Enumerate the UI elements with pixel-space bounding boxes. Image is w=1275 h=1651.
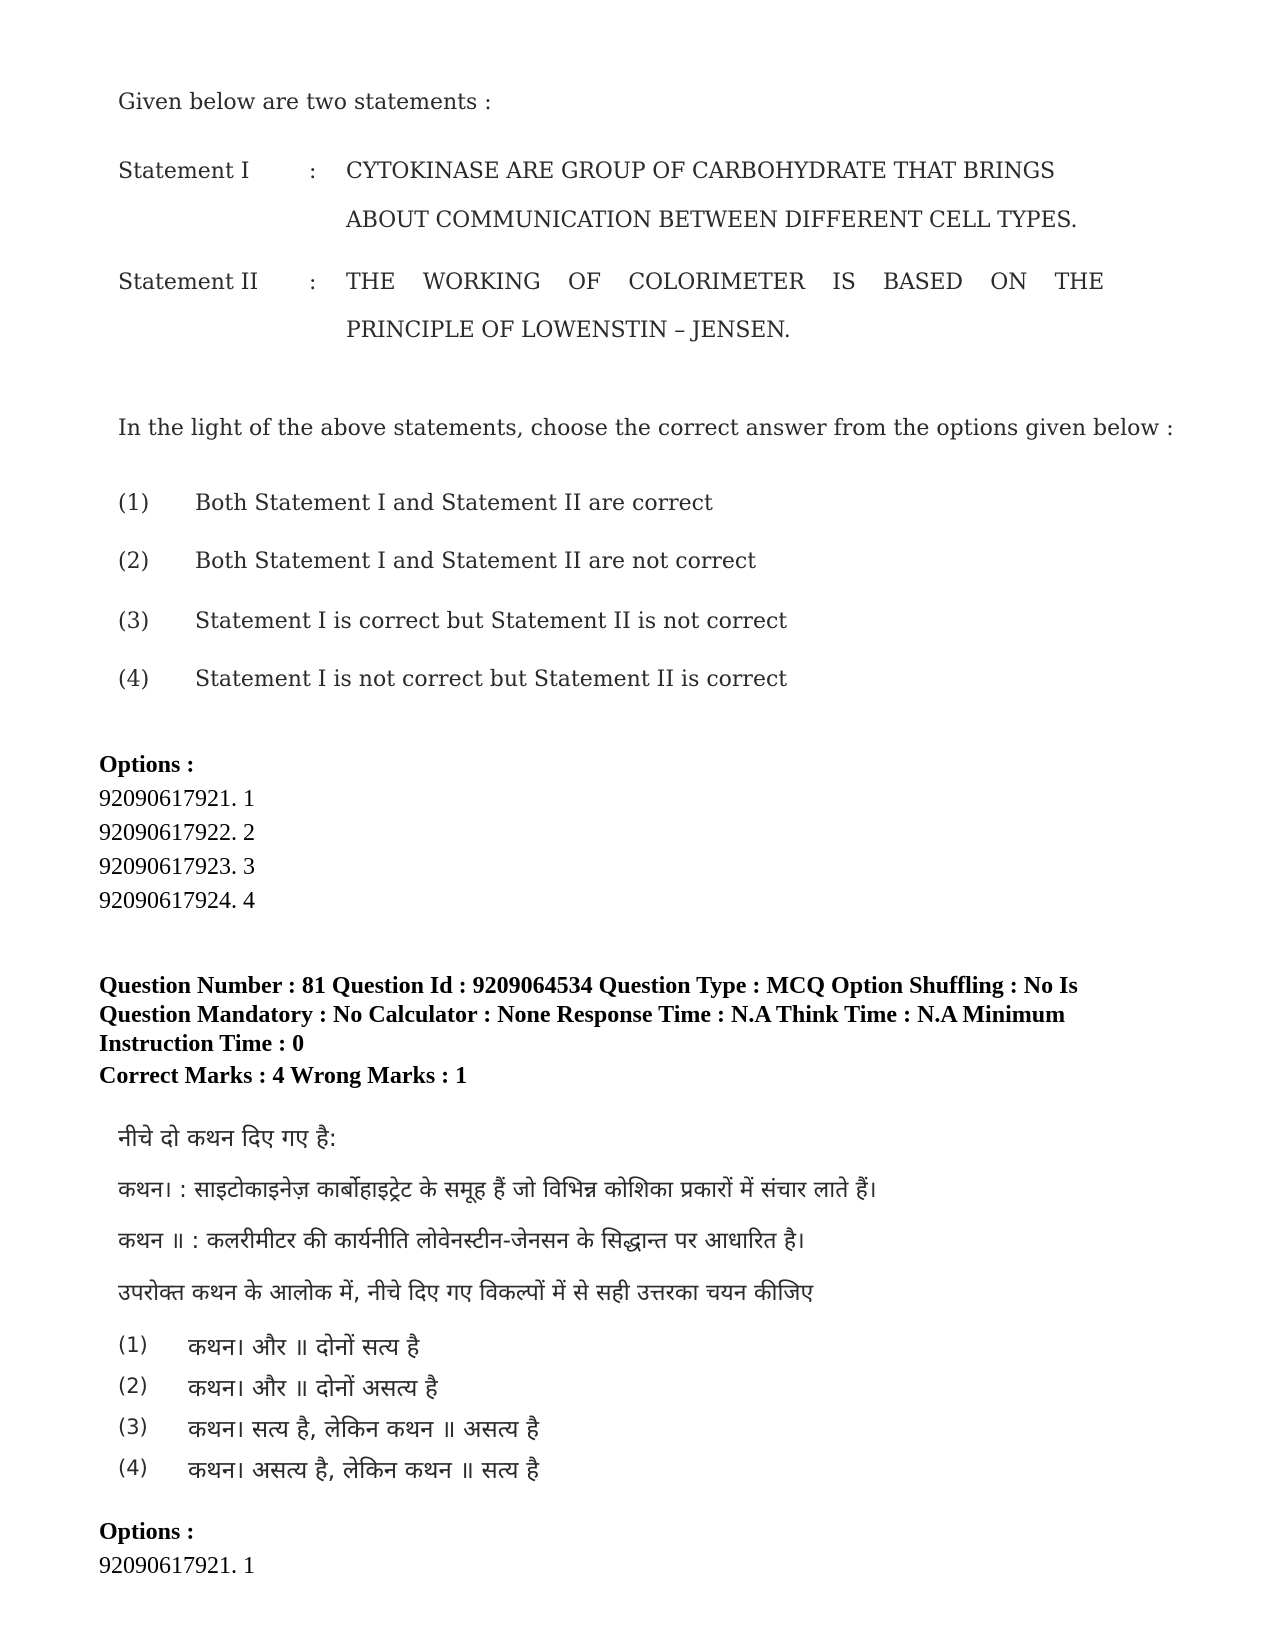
statement-1-colon: : — [309, 159, 317, 184]
hindi-choice-text: कथन। और ॥ दोनों असत्य है — [188, 1374, 438, 1402]
statement-1-label: Statement I — [118, 159, 250, 184]
statement-2-word: IS — [832, 270, 856, 295]
statement-2-word: OF — [567, 270, 601, 295]
choice-text: Both Statement I and Statement II are not correct — [195, 549, 757, 574]
q80-question: In the light of the above statements, choose the correct answer from the options given below : — [118, 416, 1174, 441]
hindi-choice-text: कथन। सत्य है, लेकिन कथन ॥ असत्य है — [188, 1415, 539, 1443]
statement-2-word: ON — [990, 270, 1028, 295]
statement-2-colon: : — [309, 270, 317, 295]
statement-1-line-1: CYTOKINASE ARE GROUP OF CARBOHYDRATE THAT BRINGS — [346, 159, 1055, 184]
statement-2-line-2: PRINCIPLE OF LOWENSTIN – JENSEN. — [346, 318, 791, 343]
choice-number: (1) — [118, 491, 150, 516]
option-code: 92090617923. 3 — [99, 854, 255, 880]
statement-1-line-2: ABOUT COMMUNICATION BETWEEN DIFFERENT CELL TYPES. — [346, 208, 1078, 233]
choice-number: (3) — [118, 609, 150, 634]
option-code: 92090617921. 1 — [99, 786, 255, 812]
hindi-choice-text: कथन। असत्य है, लेकिन कथन ॥ सत्य है — [188, 1456, 539, 1484]
q81-hindi-intro: नीचे दो कथन दिए गए है: — [118, 1124, 337, 1152]
q81-hindi-question: उपरोक्त कथन के आलोक में, नीचे दिए गए विकल्पों में से सही उत्तरका चयन कीजिए — [118, 1280, 814, 1306]
q81-hindi-statement-1: कथन। : साइटोकाइनेज़ कार्बोहाइट्रेट के समूह हैं जो विभिन्न कोशिका प्रकारों में संचार लाते हैं। — [118, 1177, 877, 1203]
hindi-choice-number: (1) — [118, 1333, 148, 1357]
option-code: 92090617922. 2 — [99, 820, 255, 846]
q81-options-heading: Options : — [99, 1519, 195, 1545]
statement-2-word: COLORIMETER — [628, 270, 805, 295]
choice-text: Statement I is not correct but Statement II is correct — [195, 667, 788, 692]
q81-marks: Correct Marks : 4 Wrong Marks : 1 — [99, 1063, 468, 1089]
q81-metadata: Question Number : 81 Question Id : 9209064534 Question Type : MCQ Option Shuffling : No Is Question Mandatory : No Calculator : None Response Time : N.A Think Time : N.A Minimum Instruction Time : 0 — [99, 973, 1078, 1057]
option-code: 92090617921. 1 — [99, 1553, 255, 1579]
hindi-choice-text: कथन। और ॥ दोनों सत्य है — [188, 1333, 420, 1361]
hindi-choice-number: (4) — [118, 1456, 148, 1480]
choice-number: (2) — [118, 549, 150, 574]
option-code: 92090617924. 4 — [99, 888, 255, 914]
hindi-choice-number: (2) — [118, 1374, 148, 1398]
choice-number: (4) — [118, 667, 150, 692]
statement-2-label: Statement II — [118, 270, 259, 295]
statement-2-line-1 — [346, 270, 1104, 295]
q80-intro: Given below are two statements : — [118, 90, 492, 115]
statement-2-word: WORKING — [422, 270, 541, 295]
q81-hindi-statement-2: कथन ॥ : कलरीमीटर की कार्यनीति लोवेनस्टीन-जेनसन के सिद्धान्त पर आधारित है। — [118, 1228, 805, 1254]
choice-text: Both Statement I and Statement II are correct — [195, 491, 713, 516]
q80-options-heading: Options : — [99, 752, 195, 778]
hindi-choice-number: (3) — [118, 1415, 148, 1439]
choice-text: Statement I is correct but Statement II is not correct — [195, 609, 788, 634]
statement-2-word: THE — [346, 270, 396, 295]
statement-2-word: BASED — [883, 270, 963, 295]
statement-2-word: THE — [1054, 270, 1104, 295]
